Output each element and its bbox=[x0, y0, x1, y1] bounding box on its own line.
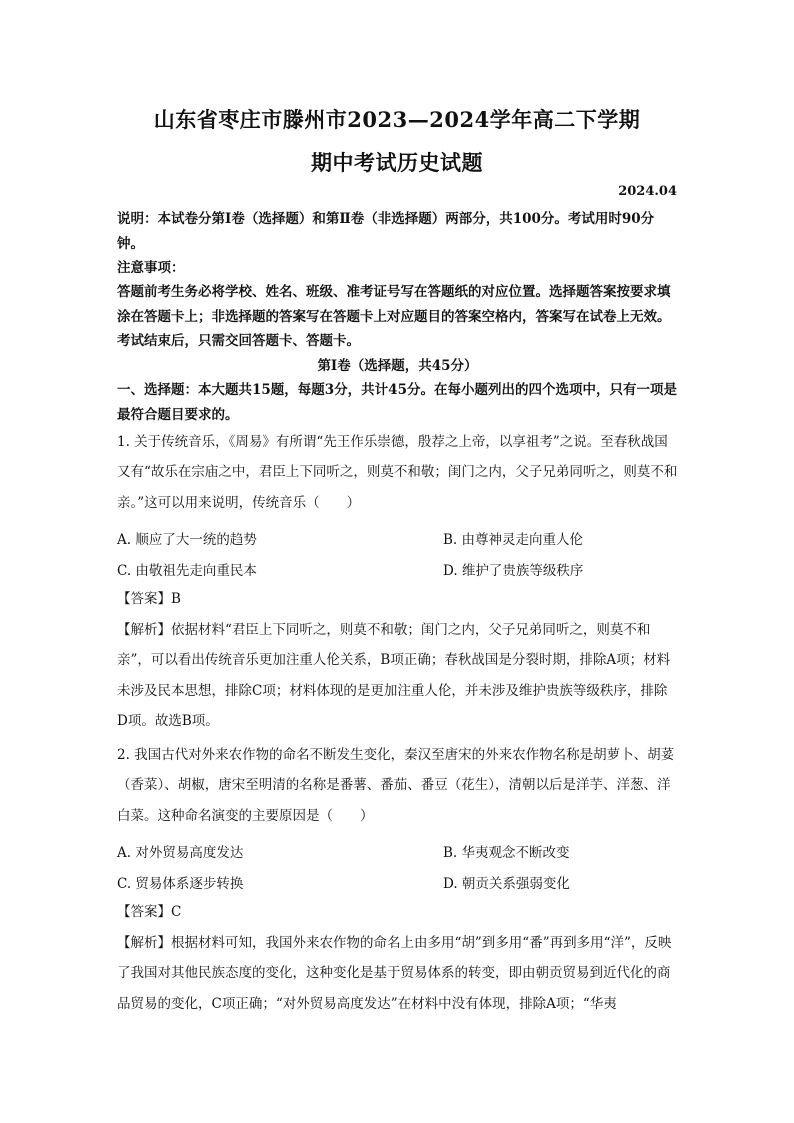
question-1-answer: 【答案】B bbox=[117, 591, 181, 607]
title-line-2: 期中考试历史试题 bbox=[311, 150, 483, 175]
title-line-1: 山东省枣庄市滕州市2023—2024学年高二下学期 bbox=[153, 107, 641, 132]
question-2-stem: 2. 我国古代对外来农作物的命名不断发生变化，秦汉至唐宋的外来农作物名称是胡萝卜、胡荽（香菜）、胡椒，唐宋至明清的名称是番薯、番茄、番豆（花生），清朝以后是洋芋、洋葱、洋白菜。这种命名演变的主要原因是（ ） bbox=[117, 747, 675, 824]
section-intro: 一、选择题：本大题共15题，每题3分，共计45分。在每小题列出的四个选项中，只有一项是最符合题目要求的。 bbox=[117, 382, 677, 423]
question-2-answer: 【答案】C bbox=[117, 904, 182, 920]
question-1-options-row-1 bbox=[117, 528, 678, 550]
question-2-analysis: 【解析】根据材料可知，我国外来农作物的命名上由多用“胡”到多用“番”再到多用“洋”，反映了我国对其他民族态度的变化，这种变化是基于贸易体系的转变，即由朝贡贸易到近代化的商品贸易的变化，C项正确；“对外贸易高度发达”在材料中没有体现，排除A项；“华夷 bbox=[117, 935, 672, 1012]
question-1-option-d: D. 维护了贵族等级秩序 bbox=[443, 563, 584, 579]
question-2-options-row-2 bbox=[117, 872, 678, 894]
question-1-options-row-2 bbox=[117, 559, 678, 581]
section-title: 第Ⅰ卷（选择题，共45分） bbox=[317, 358, 478, 374]
question-1-option-c: C. 由敬祖先走向重民本 bbox=[117, 563, 257, 579]
question-1-option-a: A. 顺应了大一统的趋势 bbox=[117, 532, 257, 548]
question-1-analysis: 【解析】依据材料“君臣上下同听之，则莫不和敬；闺门之内，父子兄弟同听之，则莫不和亲”，可以看出传统音乐更加注重人伦关系，B项正确；春秋战国是分裂时期，排除A项；材料未涉及民本思想，排除C项；材料体现的是更加注重人伦，并未涉及维护贵族等级秩序，排除D项。故选B项。 bbox=[117, 622, 671, 729]
question-1-stem: 1. 关于传统音乐，《周易》有所谓“先王作乐崇德，殷荐之上帝，以享祖考”之说。至春秋战国又有“故乐在宗庙之中，君臣上下同听之，则莫不和敬；闺门之内，父子兄弟同听之，则莫不和亲。”这可以用来说明，传统音乐（ ） bbox=[117, 434, 678, 511]
question-2-option-c: C. 贸易体系逐步转换 bbox=[117, 876, 244, 892]
exam-date: 2024.04 bbox=[618, 184, 677, 199]
question-2-option-b: B. 华夷观念不断改变 bbox=[443, 845, 570, 861]
question-2-option-d: D. 朝贡关系强弱变化 bbox=[443, 876, 570, 892]
question-1-option-b: B. 由尊神灵走向重人伦 bbox=[443, 532, 584, 548]
attention-body: 答题前考生务必将学校、姓名、班级、准考证号写在答题纸的对应位置。选择题答案按要求填涂在答题卡上；非选择题的答案写在答题卡上对应题目的答案空格内，答案写在试卷上无效。考试结束后，只需交回答题卡、答题卡。 bbox=[117, 284, 671, 349]
question-2-option-a: A. 对外贸易高度发达 bbox=[117, 845, 244, 861]
attention-title: 注意事项： bbox=[117, 260, 185, 276]
question-2-options-row-1 bbox=[117, 841, 678, 863]
instructions-note: 说明：本试卷分第Ⅰ卷（选择题）和第Ⅱ卷（非选择题）两部分，共100分。考试用时90分钟。 bbox=[117, 211, 655, 252]
